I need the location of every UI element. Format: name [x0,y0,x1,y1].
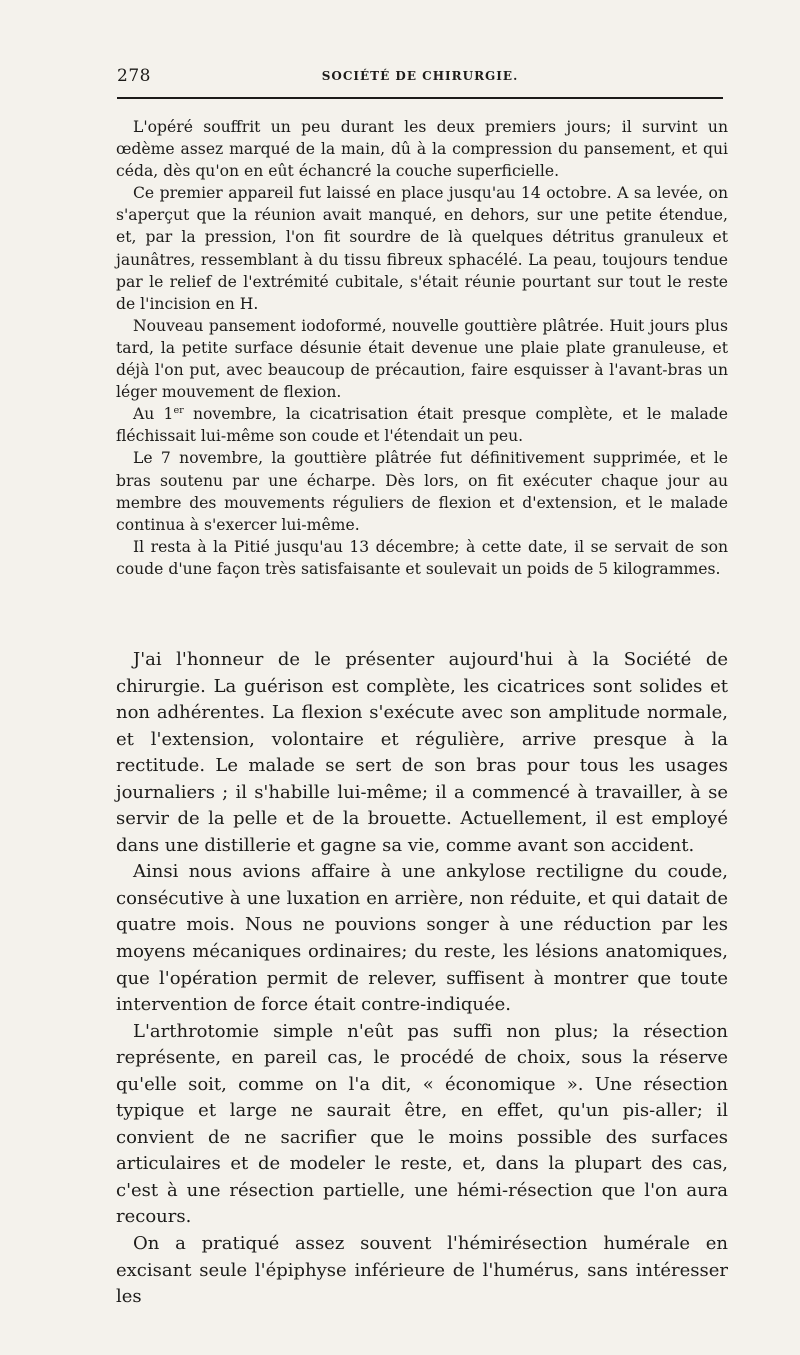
paragraph-text: novembre, la cicatrisation était presque complète, et le malade fléchissait lui-même son coude et l'étendait un peu. [116,405,729,446]
case-report-block [116,116,728,580]
discussion-block [116,647,728,1311]
superscript: er [173,405,184,417]
paragraph: On a pratiqué assez souvent l'hémirésection humérale en excisant seule l'épiphyse inférieure de l'humérus, sans intéresser les [116,1233,728,1308]
paragraph: Le 7 novembre, la gouttière plâtrée fut définitivement supprimée, et le bras soutenu par une écharpe. Dès lors, on fit exécuter chaque jour au membre des mouvements réguliers de flexion et d'extension, et le malade continua à s'exercer lui-même. [116,449,728,534]
paragraph: Ce premier appareil fut laissé en place jusqu'au 14 octobre. A sa levée, on s'aperçut que la réunion avait manqué, en dehors, sur une petite étendue, et, par la pression, l'on fit sourdre de là quelques détritus granuleux et jaunâtres, ressemblant à du tissu fibreux sphacélé. La peau, toujours tendue par le relief de l'extrémité cubitale, s'était réunie pourtant sur tout le reste de l'incision en H. [116,184,728,313]
paragraph-text: Au 1 [133,405,174,424]
paragraph: J'ai l'honneur de le présenter aujourd'hui à la Société de chirurgie. La guérison est complète, les cicatrices sont solides et non adhérentes. La flexion s'exécute avec son amplitude normale, et l'extension, volontaire et régulière, arrive presque à la rectitude. Le malade se sert de son bras pour tous les usages journaliers ; il s'habille lui-même; il a commencé à travailler, à se servir de la pelle et de la brouette. Actuellement, il est employé dans une distillerie et gagne sa vie, comme avant son accident. [116,649,728,856]
page-header [117,66,723,90]
header-rule [117,97,723,99]
page-number: 278 [117,66,151,86]
paragraph: Ainsi nous avions affaire à une ankylose rectiligne du coude, consécutive à une luxation en arrière, non réduite, et qui datait de quatre mois. Nous ne pouvions songer à une réduction par les moyens mécaniques ordinaires; du reste, les lésions anatomiques, que l'opération permit de relever, suffisent à montrer que toute intervention de force était contre-indiquée. [116,861,728,1016]
paragraph: Il resta à la Pitié jusqu'au 13 décembre; à cette date, il se servait de son coude d'une façon très satisfaisante et soulevait un poids de 5 kilogrammes. [116,537,728,578]
paragraph: L'arthrotomie simple n'eût pas suffi non plus; la résection représente, en pareil cas, le procédé de choix, sous la réserve qu'elle soit, comme on l'a dit, « économique ». Une résection typique et large ne saurait être, en effet, qu'un pis-aller; il convient de ne sacrifier que le moins possible des surfaces articulaires et de modeler le reste, et, dans la plupart des cas, c'est à une résection partielle, une hémi-résection que l'on aura recours. [116,1020,728,1228]
paragraph: L'opéré souffrit un peu durant les deux premiers jours; il survint un œdème assez marqué de la main, dû à la compression du pansement, et qui céda, dès qu'on en eût échancré la couche superficielle. [116,118,728,181]
paragraph: Nouveau pansement iodoformé, nouvelle gouttière plâtrée. Huit jours plus tard, la petite surface désunie était devenue une plaie plate granuleuse, et déjà l'on put, avec beaucoup de précaution, faire esquisser à l'avant-bras un léger mouvement de flexion. [116,316,728,402]
running-head: SOCIÉTÉ DE CHIRURGIE. [321,69,519,83]
paragraph [116,403,728,447]
